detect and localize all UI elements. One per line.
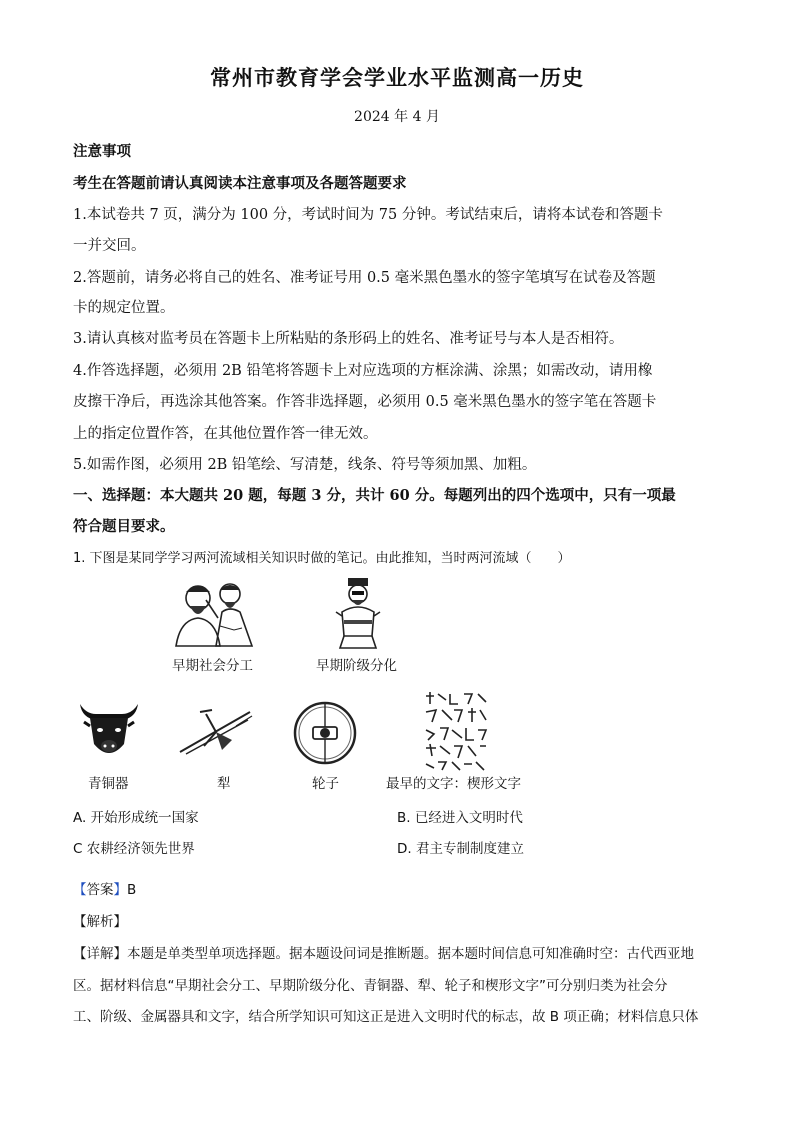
analysis-detail-line-2: 区。据材料信息“早期社会分工、早期阶级分化、青铜器、犁、轮子和楔形文字”可分别归类为社会分 bbox=[73, 978, 668, 994]
noble-figure-illustration bbox=[328, 576, 388, 650]
answer-bracket-open: 【 bbox=[73, 882, 87, 898]
notice-line-5: 5.如需作图，必须用 2B 铅笔绘、写清楚，线条、符号等须加黑、加粗。 bbox=[73, 457, 537, 473]
option-d: D. 君主专制制度建立 bbox=[397, 841, 524, 857]
page-title: 常州市教育学会学业水平监测高一历史 bbox=[210, 65, 584, 90]
barber-figures-illustration bbox=[168, 578, 258, 648]
notice-line-4b: 皮擦干净后，再选涂其他答案。作答非选择题，必须用 0.5 毫米黑色墨水的签字笔在答题卡 bbox=[73, 394, 657, 410]
notice-line-2b: 卡的规定位置。 bbox=[73, 300, 175, 316]
bronze-bull-head-illustration bbox=[76, 700, 142, 762]
answer-bracket-close: 】 bbox=[113, 882, 127, 898]
plough-illustration bbox=[176, 706, 254, 758]
section-heading-line-1: 一、选择题：本大题共 20 题，每题 3 分，共计 60 分。每题列出的四个选项中，只有一项最 bbox=[73, 487, 676, 504]
option-a: A. 开始形成统一国家 bbox=[73, 810, 199, 826]
notice-line-4a: 4.作答选择题，必须用 2B 铅笔将答题卡上对应选项的方框涂满、涂黑；如需改动，请用橡 bbox=[73, 363, 653, 379]
wheel-illustration bbox=[292, 700, 358, 766]
notice-heading: 注意事项 bbox=[73, 143, 131, 160]
caption-plough: 犁 bbox=[217, 776, 231, 792]
answer-line bbox=[73, 878, 136, 898]
analysis-label: 【解析】 bbox=[73, 914, 127, 930]
cuneiform-tablet-illustration bbox=[422, 690, 490, 772]
notice-line-1a: 1.本试卷共 7 页，满分为 100 分，考试时间为 75 分钟。考试结束后，请将本试卷和答题卡 bbox=[73, 207, 663, 223]
exam-date: 2024 年 4 月 bbox=[354, 109, 440, 125]
caption-wheel: 轮子 bbox=[312, 776, 339, 792]
answer-value: B bbox=[127, 882, 137, 898]
notice-line-3: 3.请认真核对监考员在答题卡上所粘贴的条形码上的姓名、准考证号与本人是否相符。 bbox=[73, 331, 624, 347]
option-b: B. 已经进入文明时代 bbox=[397, 810, 523, 826]
caption-early-class: 早期阶级分化 bbox=[316, 658, 397, 674]
notice-line-2a: 2.答题前，请务必将自己的姓名、准考证号用 0.5 毫米黑色墨水的签字笔填写在试卷及答题 bbox=[73, 270, 656, 286]
analysis-detail-line-1: 【详解】本题是单类型单项选择题。据本题设问词是推断题。据本题时间信息可知准确时空：古代西亚地 bbox=[73, 946, 694, 962]
section-heading-line-2: 符合题目要求。 bbox=[73, 518, 175, 535]
caption-cuneiform: 最早的文字：楔形文字 bbox=[386, 776, 521, 792]
answer-label: 答案 bbox=[86, 882, 114, 898]
caption-early-labor: 早期社会分工 bbox=[172, 658, 253, 674]
option-c: C 农耕经济领先世界 bbox=[73, 841, 195, 857]
caption-bronze: 青铜器 bbox=[88, 776, 129, 792]
notice-intro: 考生在答题前请认真阅读本注意事项及各题答题要求 bbox=[73, 175, 407, 192]
analysis-detail-line-3: 工、阶级、金属器具和文字，结合所学知识可知这正是进入文明时代的标志，故 B 项正确；材料信息只体 bbox=[73, 1009, 699, 1025]
notice-line-1b: 一并交回。 bbox=[73, 238, 146, 254]
notice-line-4c: 上的指定位置作答，在其他位置作答一律无效。 bbox=[73, 426, 378, 442]
question-1-stem: 1. 下图是某同学学习两河流域相关知识时做的笔记。由此推知，当时两河流域（ ） bbox=[73, 551, 571, 566]
